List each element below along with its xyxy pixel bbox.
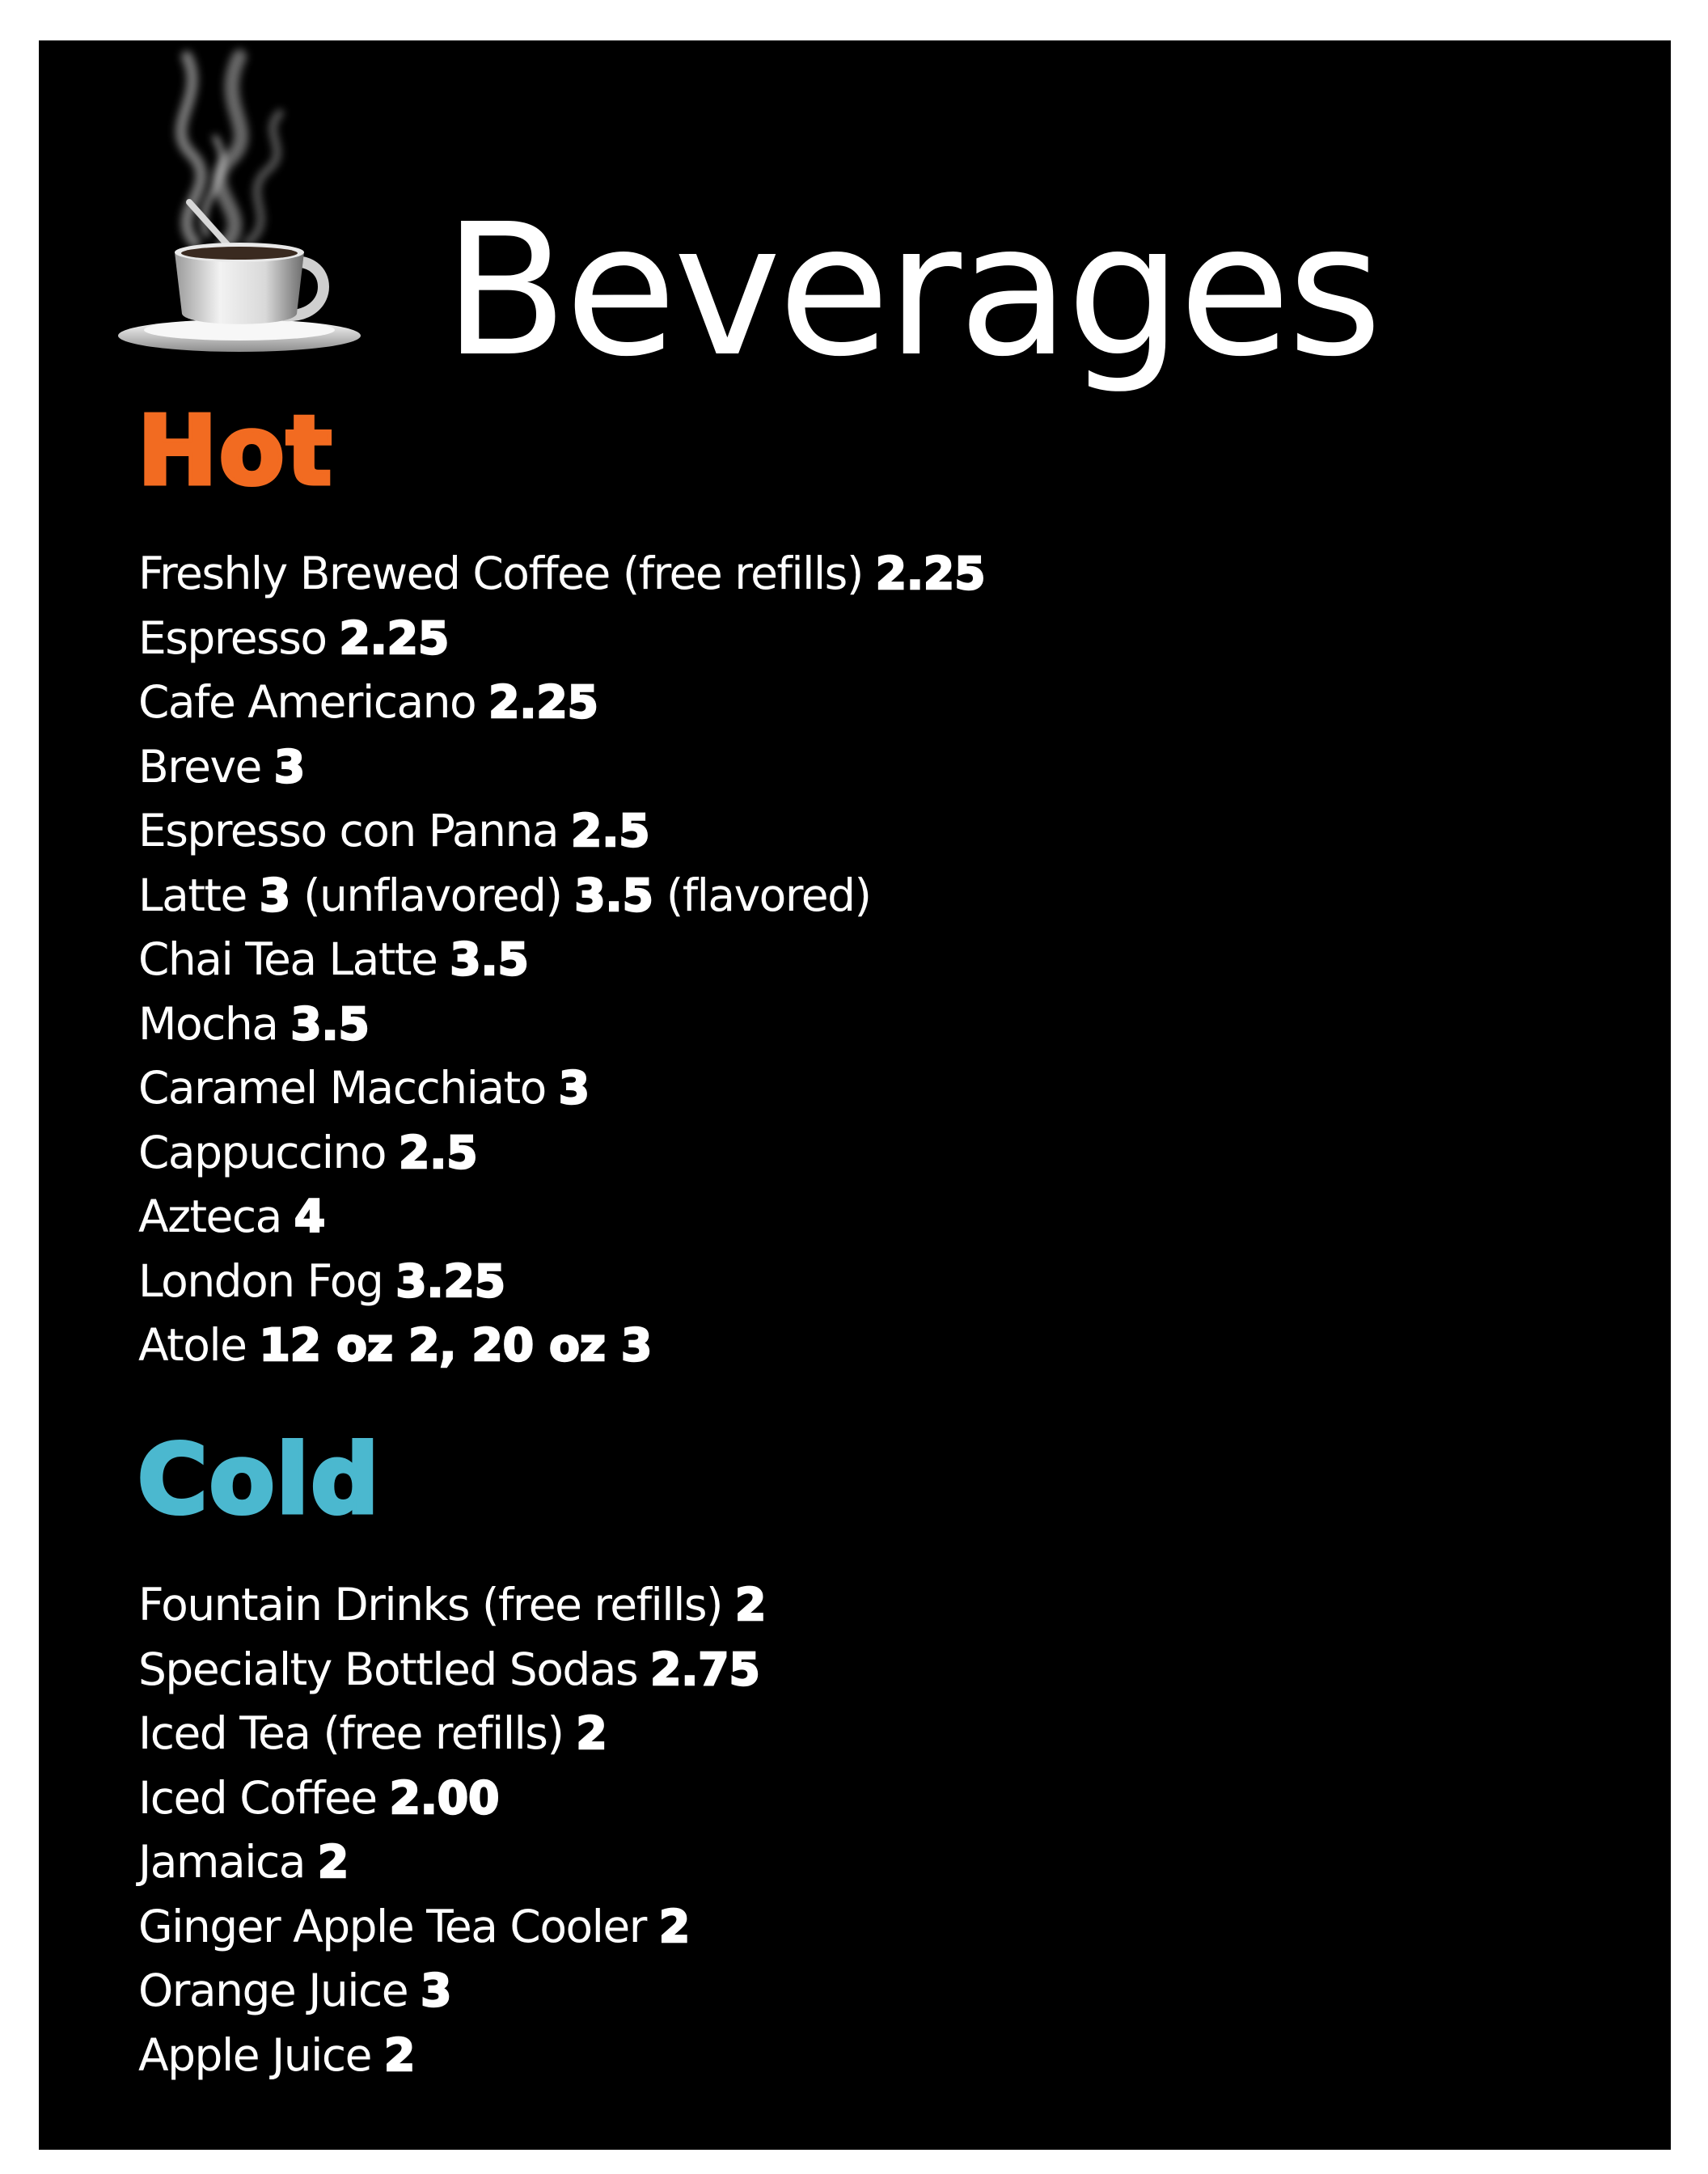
item-name: Iced Coffee [138,1771,377,1824]
item-name: Orange Juice [138,1965,408,2016]
item-price: 4 [294,1191,326,1242]
item-note: (unflavored) [303,869,562,921]
menu-item-orange-juice [138,1959,766,2024]
menu-item-espresso-con-panna [138,799,985,864]
menu-item-caramel-macchiato [138,1056,985,1121]
item-price: 2.25 [339,611,450,664]
panel-top-edge [678,40,1671,42]
menu-item-cafe-americano [138,670,985,735]
steaming-coffee-cup-icon [118,40,409,396]
menu-item-specialty-bottled-sodas [138,1638,766,1702]
item-price: 3 [273,740,306,793]
item-price: 2.5 [571,805,650,856]
item-price: 2 [576,1707,607,1759]
menu-item-fountain-drinks [138,1573,766,1638]
cold-menu-list [138,1573,766,2087]
item-name: Cafe Americano [138,676,476,728]
item-name: Espresso con Panna [138,805,559,856]
item-price: 2.75 [650,1643,760,1695]
item-name: Iced Tea (free refills) [138,1707,564,1759]
menu-item-cappuccino [138,1121,985,1186]
item-name: Atole [138,1319,247,1371]
item-name: Mocha [138,997,278,1050]
item-price: 12 oz 2, 20 oz 3 [259,1319,653,1371]
item-price: 2.5 [399,1126,478,1178]
item-name: Espresso [138,611,327,664]
menu-item-london-fog [138,1250,985,1314]
menu-item-mocha [138,992,985,1057]
item-price: 2 [317,1836,349,1888]
item-note-secondary: (flavored) [666,869,871,921]
menu-item-chai-tea-latte [138,928,985,992]
item-name: Breve [138,740,261,793]
hot-menu-list [138,542,985,1378]
menu-item-freshly-brewed-coffee [138,542,985,607]
menu-item-iced-tea [138,1702,766,1766]
item-price: 2.25 [875,548,986,599]
item-name: Apple Juice [138,2028,371,2081]
page-title: Beverages [443,185,1380,397]
item-price: 2.00 [389,1771,500,1824]
item-name: Azteca [138,1191,281,1242]
item-price: 3.5 [290,997,370,1050]
item-name: Freshly Brewed Coffee (free refills) [138,548,863,599]
item-price: 2 [658,1900,691,1952]
menu-panel [39,40,1671,2150]
item-name: Cappuccino [138,1126,387,1178]
item-price: 3 [558,1062,590,1114]
menu-item-jamaica [138,1830,766,1895]
item-price: 3.5 [450,933,529,985]
menu-item-espresso [138,607,985,671]
menu-item-iced-coffee [138,1766,766,1831]
menu-item-ginger-apple-tea-cooler [138,1895,766,1960]
item-name: Latte [138,869,247,921]
menu-item-atole [138,1313,985,1378]
item-price: 2.25 [488,676,598,728]
item-name: Chai Tea Latte [138,933,438,985]
item-price-secondary: 3.5 [574,869,653,921]
item-price: 3.25 [395,1254,506,1307]
item-price: 2 [383,2028,416,2081]
item-price: 3 [421,1965,452,2016]
item-name: London Fog [138,1254,383,1307]
menu-item-apple-juice [138,2024,766,2088]
item-name: Jamaica [138,1836,305,1888]
item-name: Fountain Drinks (free refills) [138,1579,722,1630]
hot-section-heading: Hot [137,395,334,506]
menu-item-azteca [138,1185,985,1250]
menu-item-breve [138,735,985,800]
menu-item-latte [138,864,985,928]
item-name: Ginger Apple Tea Cooler [138,1900,646,1952]
item-name: Caramel Macchiato [138,1062,546,1114]
cold-section-heading: Cold [137,1423,381,1535]
item-price: 2 [734,1579,767,1630]
item-price: 3 [259,869,291,921]
item-name: Specialty Bottled Sodas [138,1643,638,1695]
